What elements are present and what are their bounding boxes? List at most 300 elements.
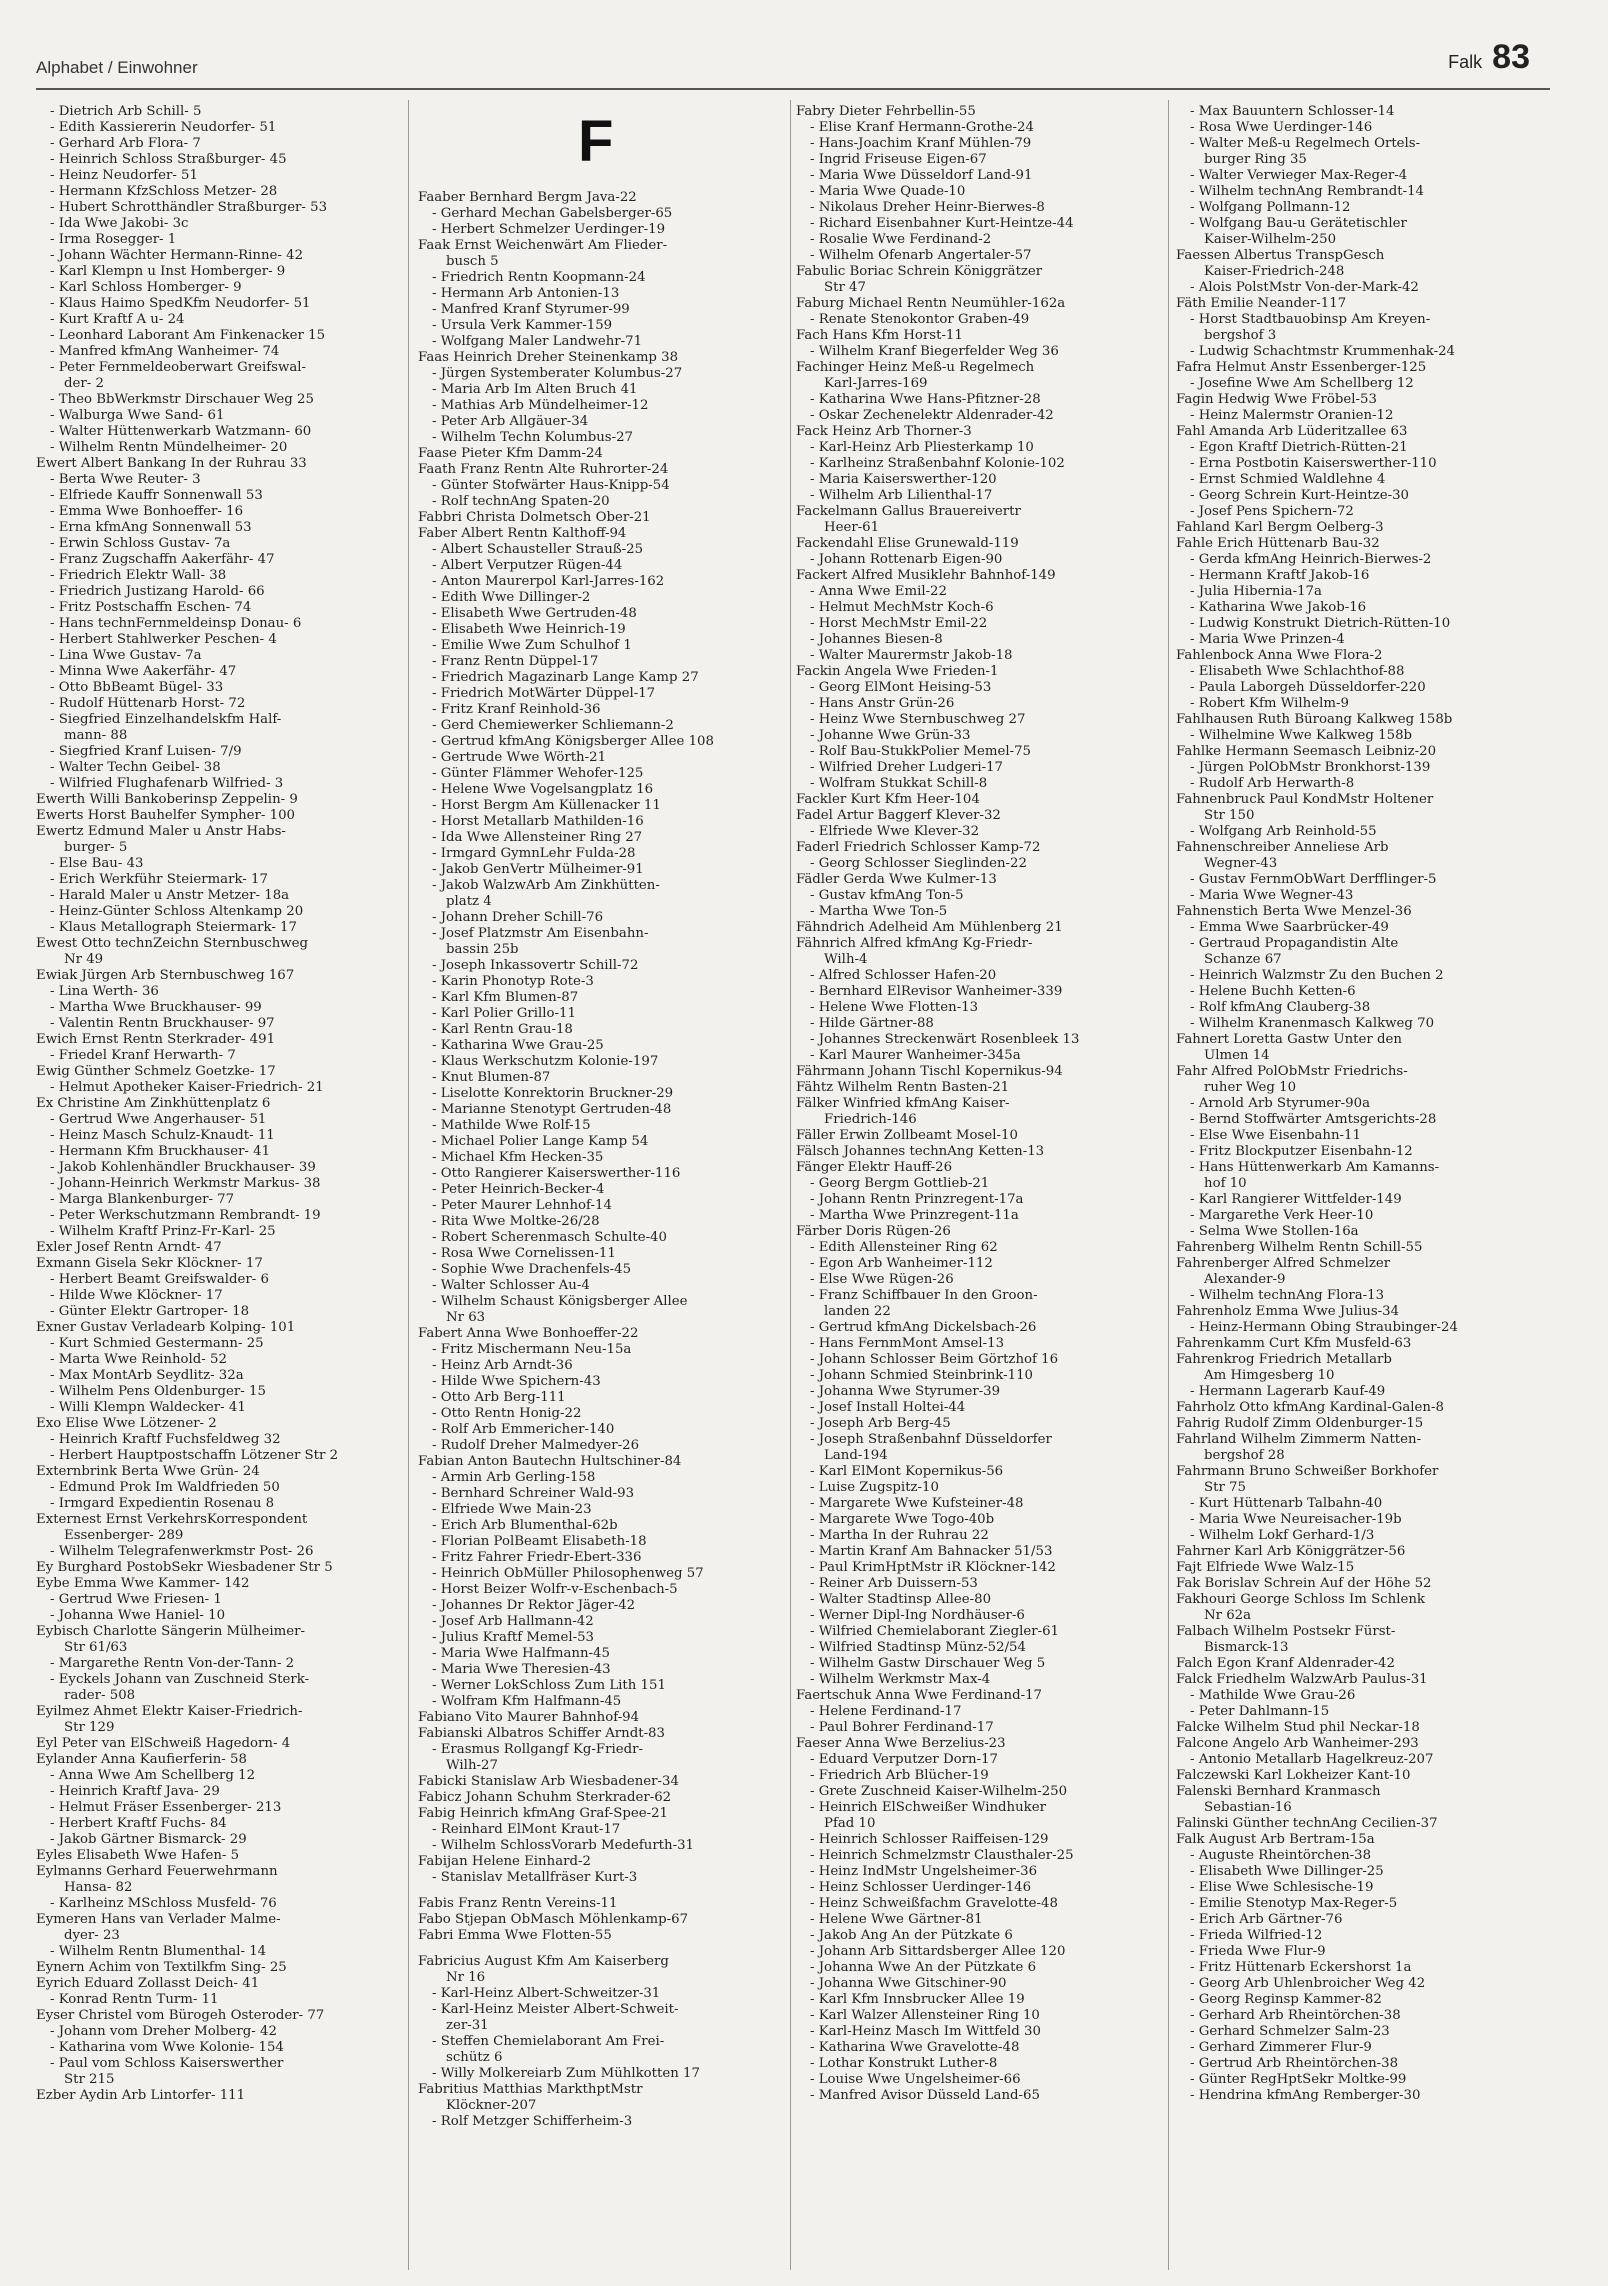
directory-entry: - Heinz-Hermann Obing Straubinger-24 [1190, 1320, 1458, 1335]
directory-entry: - Martha Wwe Prinzregent-11a [810, 1208, 1019, 1223]
directory-entry: Ewertz Edmund Maler u Anstr Habs- [36, 824, 286, 839]
directory-entry: - Wilhelm Werkmstr Max-4 [810, 1672, 991, 1687]
entry-continuation: bergshof 3 [1204, 328, 1277, 343]
directory-entry: Fäller Erwin Zollbeamt Mosel-10 [796, 1128, 1018, 1143]
directory-entry: Fahrenholz Emma Wwe Julius-34 [1176, 1304, 1400, 1319]
directory-entry: - Siegfried Kranf Luisen- 7/9 [50, 744, 242, 759]
directory-entry: Exner Gustav Verladearb Kolping- 101 [36, 1320, 296, 1335]
directory-entry: - Liselotte Konrektorin Bruckner-29 [432, 1086, 674, 1101]
directory-entry: Fabry Dieter Fehrbellin-55 [796, 104, 976, 119]
directory-entry: - Walter Stadtinsp Allee-80 [810, 1592, 992, 1607]
directory-entry: - Rudolf Dreher Malmedyer-26 [432, 1438, 640, 1453]
directory-entry: - Karl-Heinz Arb Pliesterkamp 10 [810, 440, 1034, 455]
directory-entry: - Peter Fernmeldeoberwart Greifswal- [50, 360, 307, 375]
entry-continuation: burger Ring 35 [1204, 152, 1307, 167]
directory-entry: - Walter Verwieger Max-Reger-4 [1190, 168, 1408, 183]
directory-entry: Falinski Günther technAng Cecilien-37 [1176, 1816, 1438, 1831]
directory-entry: - Martha Wwe Ton-5 [810, 904, 948, 919]
directory-entry: - Sophie Wwe Drachenfels-45 [432, 1262, 632, 1277]
directory-entry: - Erasmus Rollgangf Kg-Friedr- [432, 1742, 643, 1757]
directory-entry: - Else Wwe Rügen-26 [810, 1272, 954, 1287]
directory-entry: - Franz Schiffbauer In den Groon- [810, 1288, 1038, 1303]
directory-entry: - Gerhard Arb Flora- 7 [50, 136, 201, 151]
entry-gap [418, 1886, 783, 1896]
directory-entry: Fahrland Wilhelm Zimmerm Natten- [1176, 1432, 1422, 1447]
directory-entry: - Karl Kfm Innsbrucker Allee 19 [810, 1992, 1025, 2007]
directory-entry: - Martha In der Ruhrau 22 [810, 1528, 989, 1543]
directory-entry: Fabri Emma Wwe Flotten-55 [418, 1928, 612, 1943]
directory-entry: Fahr Alfred PolObMstr Friedrichs- [1176, 1064, 1408, 1079]
directory-entry: Färber Doris Rügen-26 [796, 1224, 951, 1239]
directory-entry: Fabritius Matthias MarkthptMstr [418, 2082, 643, 2097]
directory-entry: - Kurt Hüttenarb Talbahn-40 [1190, 1496, 1383, 1511]
directory-entry: - Heinz-Günter Schloss Altenkamp 20 [50, 904, 304, 919]
directory-entry: - Walter Hüttenwerkarb Watzmann- 60 [50, 424, 312, 439]
directory-entry: - Margarete Wwe Togo-40b [810, 1512, 995, 1527]
directory-entry: - Paul Bohrer Ferdinand-17 [810, 1720, 994, 1735]
directory-entry: - Elisabeth Wwe Gertruden-48 [432, 606, 637, 621]
directory-entry: - Manfred Kranf Styrumer-99 [432, 302, 630, 317]
entry-continuation: schütz 6 [446, 2050, 503, 2065]
directory-entry: - Hubert Schrotthändler Straßburger- 53 [50, 200, 328, 215]
directory-entry: Eylmanns Gerhard Feuerwehrmann [36, 1864, 278, 1879]
directory-entry: - Maria Kaiserswerther-120 [810, 472, 997, 487]
directory-entry: - Johanna Wwe Styrumer-39 [810, 1384, 1001, 1399]
entry-continuation: Nr 62a [1204, 1608, 1252, 1623]
directory-entry: Faase Pieter Kfm Damm-24 [418, 446, 603, 461]
directory-entry: - Valentin Rentn Bruckhauser- 97 [50, 1016, 275, 1031]
entry-continuation: Hansa- 82 [64, 1880, 133, 1895]
directory-entry: - Jürgen PolObMstr Bronkhorst-139 [1190, 760, 1431, 775]
directory-entry: - Helmut Fräser Essenberger- 213 [50, 1800, 282, 1815]
directory-entry: Falbach Wilhelm Postsekr Fürst- [1176, 1624, 1396, 1639]
entry-continuation: hof 10 [1204, 1176, 1247, 1191]
directory-entry: - Günter Stofwärter Haus-Knipp-54 [432, 478, 670, 493]
directory-entry: Fabian Anton Bautechn Hultschiner-84 [418, 1454, 682, 1469]
directory-entry: - Willy Molkereiarb Zum Mühlkotten 17 [432, 2066, 700, 2081]
directory-entry: - Ernst Schmied Waldlehne 4 [1190, 472, 1386, 487]
directory-entry: - Paul KrimHptMstr iR Klöckner-142 [810, 1560, 1056, 1575]
directory-entry: - Frieda Wwe Flur-9 [1190, 1944, 1326, 1959]
directory-entry: - Wolfgang Pollmann-12 [1190, 200, 1351, 215]
directory-entry: - Otto Rentn Honig-22 [432, 1406, 582, 1421]
directory-entry: - Heinrich Walzmstr Zu den Buchen 2 [1190, 968, 1444, 983]
directory-entry: Fahrholz Otto kfmAng Kardinal-Galen-8 [1176, 1400, 1444, 1415]
directory-entry: - Fritz Mischermann Neu-15a [432, 1342, 632, 1357]
directory-entry: - Heinz Schlosser Uerdinger-146 [810, 1880, 1032, 1895]
directory-entry: Eybisch Charlotte Sängerin Mülheimer- [36, 1624, 305, 1639]
directory-entry: - Johanna Wwe Gitschiner-90 [810, 1976, 1007, 1991]
directory-entry: Fabis Franz Rentn Vereins-11 [418, 1896, 618, 1911]
directory-entry: Fahrenberger Alfred Schmelzer [1176, 1256, 1391, 1271]
directory-entry: - Heinz Wwe Sternbuschweg 27 [810, 712, 1026, 727]
column-divider [1168, 100, 1169, 2270]
directory-entry: - Georg Reginsp Kammer-82 [1190, 1992, 1382, 2007]
directory-entry: - Maria Arb Im Alten Bruch 41 [432, 382, 638, 397]
directory-entry: - Joseph Arb Berg-45 [810, 1416, 951, 1431]
directory-entry: Ewert Albert Bankang In der Ruhrau 33 [36, 456, 307, 471]
directory-entry: - Bernhard Schreiner Wald-93 [432, 1486, 635, 1501]
directory-entry: - Konrad Rentn Turm- 11 [50, 1992, 219, 2007]
directory-entry: - Johann Rentn Prinzregent-17a [810, 1192, 1024, 1207]
directory-entry: - Jürgen Systemberater Kolumbus-27 [432, 366, 683, 381]
directory-entry: Fabijan Helene Einhard-2 [418, 1854, 591, 1869]
directory-entry: - Helene Wwe Gärtner-81 [810, 1912, 983, 1927]
directory-entry: - Gertrude Wwe Wörth-21 [432, 750, 607, 765]
directory-entry: - Irmgard GymnLehr Fulda-28 [432, 846, 636, 861]
directory-entry: - Wilfried Flughafenarb Wilfried- 3 [50, 776, 284, 791]
directory-entry: - Marta Wwe Reinhold- 52 [50, 1352, 227, 1367]
entry-continuation: Karl-Jarres-169 [824, 376, 928, 391]
directory-entry: - Arnold Arb Styrumer-90a [1190, 1096, 1370, 1111]
directory-entry: - Heinrich Schmelzmstr Clausthaler-25 [810, 1848, 1074, 1863]
directory-entry: - Julius Kraftf Memel-53 [432, 1630, 594, 1645]
directory-entry: - Franz Rentn Düppel-17 [432, 654, 599, 669]
entry-continuation: Essenberger- 289 [64, 1528, 184, 1543]
directory-entry: - Johann vom Dreher Molberg- 42 [50, 2024, 277, 2039]
directory-entry: - Luise Zugspitz-10 [810, 1480, 939, 1495]
directory-entry: - Wilhelm Techn Kolumbus-27 [432, 430, 634, 445]
directory-entry: - Wilhelm Gastw Dirschauer Weg 5 [810, 1656, 1046, 1671]
header-rule [36, 88, 1550, 90]
running-head: Falk [1448, 52, 1483, 72]
directory-entry: Faaber Bernhard Bergm Java-22 [418, 190, 637, 205]
directory-entry: - Johannes Streckenwärt Rosenbleek 13 [810, 1032, 1080, 1047]
directory-entry: Ewich Ernst Rentn Sterkrader- 491 [36, 1032, 276, 1047]
directory-entry: - Jakob Kohlenhändler Bruckhauser- 39 [50, 1160, 316, 1175]
directory-entry: - Theo BbWerkmstr Dirschauer Weg 25 [50, 392, 314, 407]
directory-entry: - Maria Wwe Halfmann-45 [432, 1646, 610, 1661]
directory-entry: - Peter Werkschutzmann Rembrandt- 19 [50, 1208, 321, 1223]
entry-continuation: Pfad 10 [824, 1816, 876, 1831]
directory-entry: - Armin Arb Gerling-158 [432, 1470, 596, 1485]
directory-entry: - Wilhelm technAng Flora-13 [1190, 1288, 1385, 1303]
directory-entry: - Marga Blankenburger- 77 [50, 1192, 235, 1207]
directory-entry: Fabianski Albatros Schiffer Arndt-83 [418, 1726, 665, 1741]
directory-entry: - Peter Arb Allgäuer-34 [432, 414, 589, 429]
directory-entry: - Wilhelm SchlossVorarb Medefurth-31 [432, 1838, 694, 1853]
directory-entry: - Erwin Schloss Gustav- 7a [50, 536, 231, 551]
directory-entry: - Hans Anstr Grün-26 [810, 696, 955, 711]
directory-entry: Fafra Helmut Anstr Essenberger-125 [1176, 360, 1427, 375]
entry-gap [418, 1944, 783, 1954]
entry-continuation: ruher Weg 10 [1204, 1080, 1297, 1095]
directory-entry: Falenski Bernhard Kranmasch [1176, 1784, 1381, 1799]
directory-entry: - Karlheinz Straßenbahnf Kolonie-102 [810, 456, 1065, 471]
directory-entry: - Hermann KfzSchloss Metzer- 28 [50, 184, 278, 199]
entry-continuation: Bismarck-13 [1204, 1640, 1289, 1655]
entry-continuation: Kaiser-Friedrich-248 [1204, 264, 1345, 279]
directory-entry: - Heinz IndMstr Ungelsheimer-36 [810, 1864, 1038, 1879]
directory-entry: - Otto Arb Berg-111 [432, 1390, 566, 1405]
directory-entry: - Karl-Heinz Meister Albert-Schweit- [432, 2002, 679, 2017]
directory-entry: - Heinz Arb Arndt-36 [432, 1358, 573, 1373]
directory-entry: - Gertrud Wwe Angerhauser- 51 [50, 1112, 267, 1127]
directory-entry: Ezber Aydin Arb Lintorfer- 111 [36, 2088, 246, 2103]
directory-entry: Fabig Heinrich kfmAng Graf-Spee-21 [418, 1806, 668, 1821]
directory-entry: - Renate Stenokontor Graben-49 [810, 312, 1030, 327]
directory-entry: - Knut Blumen-87 [432, 1070, 551, 1085]
directory-entry: - Elisabeth Wwe Dillinger-25 [1190, 1864, 1384, 1879]
directory-entry: Eybe Emma Wwe Kammer- 142 [36, 1576, 250, 1591]
directory-entry: - Reiner Arb Duissern-53 [810, 1576, 978, 1591]
directory-entry: Fackin Angela Wwe Frieden-1 [796, 664, 999, 679]
directory-entry: - Elisabeth Wwe Heinrich-19 [432, 622, 626, 637]
directory-entry: - Elfriede Wwe Klever-32 [810, 824, 980, 839]
directory-entry: - Albert Schausteller Strauß-25 [432, 542, 644, 557]
directory-entry: Falck Friedhelm WalzwArb Paulus-31 [1176, 1672, 1428, 1687]
directory-entry: - Heinz Malermstr Oranien-12 [1190, 408, 1394, 423]
directory-entry: - Erna kfmAng Sonnenwall 53 [50, 520, 252, 535]
directory-entry: - Gerda kfmAng Heinrich-Bierwes-2 [1190, 552, 1432, 567]
directory-entry: - Friedrich Justizang Harold- 66 [50, 584, 265, 599]
entry-continuation: Str 61/63 [64, 1640, 128, 1655]
directory-entry: - Gerhard Schmelzer Salm-23 [1190, 2024, 1390, 2039]
directory-entry: - Selma Wwe Stollen-16a [1190, 1224, 1359, 1239]
directory-entry: - Jakob GenVertr Mülheimer-91 [432, 862, 644, 877]
directory-entry: Fahrner Karl Arb Königgrätzer-56 [1176, 1544, 1406, 1559]
directory-entry: - Horst MechMstr Emil-22 [810, 616, 988, 631]
directory-entry: - Wilhelm Kranenmasch Kalkweg 70 [1190, 1016, 1435, 1031]
directory-entry: - Michael Kfm Hecken-35 [432, 1150, 604, 1165]
directory-entry: - Georg Bergm Gottlieb-21 [810, 1176, 990, 1191]
entry-gap [418, 180, 783, 190]
directory-entry: - Gertrud Wwe Friesen- 1 [50, 1592, 222, 1607]
entry-continuation: platz 4 [446, 894, 492, 909]
entry-continuation: Schanze 67 [1204, 952, 1282, 967]
directory-entry: - Hermann Kfm Bruckhauser- 41 [50, 1144, 271, 1159]
directory-entry: - Helene Wwe Flotten-13 [810, 1000, 979, 1015]
directory-entry: - Willi Klempn Waldecker- 41 [50, 1400, 246, 1415]
directory-entry: - Horst Beizer Wolfr-v-Eschenbach-5 [432, 1582, 678, 1597]
directory-entry: - Herbert Schmelzer Uerdinger-19 [432, 222, 666, 237]
directory-entry: Ewerts Horst Bauhelfer Sympher- 100 [36, 808, 296, 823]
directory-entry: - Karin Phonotyp Rote-3 [432, 974, 594, 989]
directory-entry: - Herbert Stahlwerker Peschen- 4 [50, 632, 277, 647]
directory-entry: Eyles Elisabeth Wwe Hafen- 5 [36, 1848, 240, 1863]
directory-entry: - Maria Wwe Neureisacher-19b [1190, 1512, 1402, 1527]
directory-entry: - Emma Wwe Saarbrücker-49 [1190, 920, 1389, 935]
directory-entry: Eylander Anna Kaufierferin- 58 [36, 1752, 247, 1767]
entry-continuation: Klöckner-207 [446, 2098, 537, 2113]
directory-entry: - Friedrich MotWärter Düppel-17 [432, 686, 656, 701]
directory-entry: - Heinrich Schlosser Raiffeisen-129 [810, 1832, 1049, 1847]
directory-entry: Eyser Christel vom Bürogeh Osteroder- 77 [36, 2008, 325, 2023]
directory-entry: - Anton Maurerpol Karl-Jarres-162 [432, 574, 665, 589]
directory-entry: - Erich Arb Blumenthal-62b [432, 1518, 618, 1533]
directory-entry: - Johann Dreher Schill-76 [432, 910, 604, 925]
directory-entry: - Ida Wwe Allensteiner Ring 27 [432, 830, 643, 845]
directory-entry: Fackert Alfred Musiklehr Bahnhof-149 [796, 568, 1056, 583]
directory-entry: - Otto Rangierer Kaiserswerther-116 [432, 1166, 681, 1181]
directory-entry: Eymeren Hans van Verlader Malme- [36, 1912, 281, 1927]
directory-entry: - Max MontArb Seydlitz- 32a [50, 1368, 244, 1383]
directory-entry: - Marianne Stenotypt Gertruden-48 [432, 1102, 672, 1117]
entry-continuation: Str 215 [64, 2072, 115, 2087]
directory-entry: - Wilhelm Kraftf Prinz-Fr-Karl- 25 [50, 1224, 276, 1239]
directory-entry: - Michael Polier Lange Kamp 54 [432, 1134, 649, 1149]
directory-entry: - Gerhard Zimmerer Flur-9 [1190, 2040, 1372, 2055]
directory-entry: - Johann Rottenarb Eigen-90 [810, 552, 1003, 567]
directory-entry: - Anna Wwe Am Schellberg 12 [50, 1768, 256, 1783]
directory-column-2 [418, 104, 783, 2264]
directory-entry: - Ida Wwe Jakobi- 3c [50, 216, 189, 231]
directory-entry: Faertschuk Anna Wwe Ferdinand-17 [796, 1688, 1042, 1703]
directory-entry: - Edith Kassiererin Neudorfer- 51 [50, 120, 277, 135]
directory-entry: - Karl Maurer Wanheimer-345a [810, 1048, 1021, 1063]
directory-entry: Fabert Anna Wwe Bonhoeffer-22 [418, 1326, 639, 1341]
directory-entry: - Maria Wwe Prinzen-4 [1190, 632, 1345, 647]
directory-entry: Exo Elise Wwe Lötzener- 2 [36, 1416, 217, 1431]
entry-continuation: mann- 88 [64, 728, 128, 743]
directory-entry: - Georg Schlosser Sieglinden-22 [810, 856, 1027, 871]
entry-continuation: Nr 49 [64, 952, 104, 967]
directory-entry: - Karl-Heinz Albert-Schweitzer-31 [432, 1986, 661, 2001]
directory-entry: - Wilhelm Telegrafenwerkmstr Post- 26 [50, 1544, 314, 1559]
directory-entry: Ex Christine Am Zinkhüttenplatz 6 [36, 1096, 271, 1111]
directory-entry: Fahnenstich Berta Wwe Menzel-36 [1176, 904, 1412, 919]
directory-entry: - Gertrud Arb Rheintörchen-38 [1190, 2056, 1399, 2071]
directory-entry: - Wilfried Chemielaborant Ziegler-61 [810, 1624, 1060, 1639]
directory-entry: - Wilhelm Rentn Mündelheimer- 20 [50, 440, 288, 455]
directory-entry: Fahrenkrog Friedrich Metallarb [1176, 1352, 1392, 1367]
directory-entry: Fackler Kurt Kfm Heer-104 [796, 792, 980, 807]
entry-continuation: Ulmen 14 [1204, 1048, 1270, 1063]
directory-entry: - Ursula Verk Kammer-159 [432, 318, 613, 333]
directory-entry: - Maria Wwe Düsseldorf Land-91 [810, 168, 1033, 183]
directory-entry: - Georg Schrein Kurt-Heintze-30 [1190, 488, 1410, 503]
directory-entry: - Gustav FernmObWart Derfflinger-5 [1190, 872, 1437, 887]
directory-entry: - Steffen Chemielaborant Am Frei- [432, 2034, 665, 2049]
directory-entry: - Manfred Avisor Düsseld Land-65 [810, 2088, 1040, 2103]
directory-entry: - Bernd Stoffwärter Amtsgerichts-28 [1190, 1112, 1437, 1127]
directory-entry: Fädler Gerda Wwe Kulmer-13 [796, 872, 997, 887]
directory-entry: - Heinz Neudorfer- 51 [50, 168, 198, 183]
directory-entry: Fabicki Stanislaw Arb Wiesbadener-34 [418, 1774, 679, 1789]
directory-entry: - Johanna Wwe An der Pützkate 6 [810, 1960, 1037, 1975]
directory-entry: - Wilfried Stadtinsp Münz-52/54 [810, 1640, 1026, 1655]
directory-entry: - Julia Hibernia-17a [1190, 584, 1322, 599]
directory-entry: Falk August Arb Bertram-15a [1176, 1832, 1375, 1847]
directory-entry: - Martha Wwe Bruckhauser- 99 [50, 1000, 262, 1015]
directory-entry: - Karl Rentn Grau-18 [432, 1022, 573, 1037]
directory-entry: - Reinhard ElMont Kraut-17 [432, 1822, 621, 1837]
entry-continuation: Heer-61 [824, 520, 880, 535]
directory-entry: - Günter RegHptSekr Moltke-99 [1190, 2072, 1407, 2087]
directory-entry: - Hans-Joachim Kranf Mühlen-79 [810, 136, 1032, 151]
directory-entry: - Wolfgang Maler Landwehr-71 [432, 334, 643, 349]
directory-entry: - Heinrich Kraftf Java- 29 [50, 1784, 220, 1799]
directory-entry: - Margarete Wwe Kufsteiner-48 [810, 1496, 1024, 1511]
directory-entry: - Rolf Metzger Schifferheim-3 [432, 2114, 633, 2129]
directory-entry: - Jakob Gärtner Bismarck- 29 [50, 1832, 247, 1847]
directory-entry: Fahl Amanda Arb Lüderitzallee 63 [1176, 424, 1408, 439]
directory-entry: - Helene Buchh Ketten-6 [1190, 984, 1356, 999]
directory-entry: - Helene Ferdinand-17 [810, 1704, 962, 1719]
directory-entry: - Erich Arb Gärtner-76 [1190, 1912, 1343, 1927]
directory-entry: - Werner Dipl-Ing Nordhäuser-6 [810, 1608, 1025, 1623]
entry-continuation: rader- 508 [64, 1688, 136, 1703]
directory-entry: - Rudolf Arb Herwarth-8 [1190, 776, 1355, 791]
directory-entry: - Hans FernmMont Amsel-13 [810, 1336, 1005, 1351]
directory-column-3 [796, 104, 1161, 2264]
directory-entry: Fähtz Wilhelm Rentn Basten-21 [796, 1080, 1010, 1095]
directory-entry: - Karlheinz MSchloss Musfeld- 76 [50, 1896, 277, 1911]
directory-entry: - Edmund Prok Im Waldfrieden 50 [50, 1480, 280, 1495]
directory-entry: - Wolfram Stukkat Schill-8 [810, 776, 988, 791]
directory-entry: - Karl Kfm Blumen-87 [432, 990, 579, 1005]
directory-entry: - Johann Schlosser Beim Görtzhof 16 [810, 1352, 1059, 1367]
directory-entry: - Emma Wwe Bonhoeffer- 16 [50, 504, 244, 519]
directory-entry: - Heinrich Schloss Straßburger- 45 [50, 152, 287, 167]
directory-entry: Fälker Winfried kfmAng Kaiser- [796, 1096, 1010, 1111]
directory-entry: - Edith Wwe Dillinger-2 [432, 590, 591, 605]
directory-entry: - Karl Klempn u Inst Homberger- 9 [50, 264, 286, 279]
directory-entry: - Alfred Schlosser Hafen-20 [810, 968, 997, 983]
directory-entry: Faeser Anna Wwe Berzelius-23 [796, 1736, 1006, 1751]
directory-entry: Fahnert Loretta Gastw Unter den [1176, 1032, 1402, 1047]
directory-column-4 [1176, 104, 1541, 2264]
directory-entry: - Wilhelm Rentn Blumenthal- 14 [50, 1944, 267, 1959]
directory-entry: - Johann Arb Sittardsberger Allee 120 [810, 1944, 1066, 1959]
column-divider [408, 100, 409, 2270]
directory-entry: - Joseph Straßenbahnf Düsseldorfer [810, 1432, 1052, 1447]
directory-entry: - Siegfried Einzelhandelskfm Half- [50, 712, 282, 727]
directory-entry: - Else Wwe Eisenbahn-11 [1190, 1128, 1361, 1143]
directory-entry: - Hilde Wwe Klöckner- 17 [50, 1288, 223, 1303]
directory-entry: - Fritz Blockputzer Eisenbahn-12 [1190, 1144, 1413, 1159]
directory-entry: Fak Borislav Schrein Auf der Höhe 52 [1176, 1576, 1432, 1591]
directory-entry: - Irmgard Expedientin Rosenau 8 [50, 1496, 275, 1511]
directory-entry: - Leonhard Laborant Am Finkenacker 15 [50, 328, 326, 343]
directory-entry: - Heinrich ObMüller Philosophenweg 57 [432, 1566, 704, 1581]
directory-entry: Fahlhausen Ruth Büroang Kalkweg 158b [1176, 712, 1453, 727]
directory-entry: - Gerhard Arb Rheintörchen-38 [1190, 2008, 1401, 2023]
directory-entry: Fahland Karl Bergm Oelberg-3 [1176, 520, 1384, 535]
directory-entry: Faber Albert Rentn Kalthoff-94 [418, 526, 627, 541]
directory-entry: - Friedrich Arb Blücher-19 [810, 1768, 989, 1783]
directory-entry: Exmann Gisela Sekr Klöckner- 17 [36, 1256, 263, 1271]
directory-entry: - Hermann Arb Antonien-13 [432, 286, 620, 301]
directory-entry: - Franz Zugschaffn Aakerfähr- 47 [50, 552, 275, 567]
directory-entry: Fabicz Johann Schuhm Sterkrader-62 [418, 1790, 672, 1805]
directory-entry: - Katharina Wwe Jakob-16 [1190, 600, 1367, 615]
directory-entry: - Anna Wwe Emil-22 [810, 584, 947, 599]
directory-entry: Fadel Artur Baggerf Klever-32 [796, 808, 1001, 823]
directory-entry: Eyl Peter van ElSchweiß Hagedorn- 4 [36, 1736, 291, 1751]
directory-entry: - Kurt Kraftf A u- 24 [50, 312, 185, 327]
directory-entry: - Karl Walzer Allensteiner Ring 10 [810, 2008, 1040, 2023]
directory-entry: - Wilhelm Schaust Königsberger Allee [432, 1294, 688, 1309]
directory-entry: - Johannes Biesen-8 [810, 632, 943, 647]
directory-entry: - Gustav kfmAng Ton-5 [810, 888, 964, 903]
directory-entry: - Eyckels Johann van Zuschneid Sterk- [50, 1672, 310, 1687]
entry-continuation: bassin 25b [446, 942, 519, 957]
directory-entry: Falcke Wilhelm Stud phil Neckar-18 [1176, 1720, 1420, 1735]
directory-entry: Faak Ernst Weichenwärt Am Flieder- [418, 238, 668, 253]
section-letter: F [578, 109, 614, 174]
directory-entry: Fagin Hedwig Wwe Fröbel-53 [1176, 392, 1377, 407]
directory-entry: - Wilhelm Arb Lilienthal-17 [810, 488, 993, 503]
entry-continuation: Kaiser-Wilhelm-250 [1204, 232, 1337, 247]
directory-entry: Fabulic Boriac Schrein Königgrätzer [796, 264, 1043, 279]
directory-entry: - Herbert Hauptpostschaffn Lötzener Str 2 [50, 1448, 339, 1463]
directory-entry: - Rudolf Hüttenarb Horst- 72 [50, 696, 246, 711]
directory-entry: - Rolf technAng Spaten-20 [432, 494, 610, 509]
directory-entry: - Joseph Inkassovertr Schill-72 [432, 958, 639, 973]
directory-entry: - Gertraud Propagandistin Alte [1190, 936, 1399, 951]
directory-entry: Ewiak Jürgen Arb Sternbuschweg 167 [36, 968, 295, 983]
